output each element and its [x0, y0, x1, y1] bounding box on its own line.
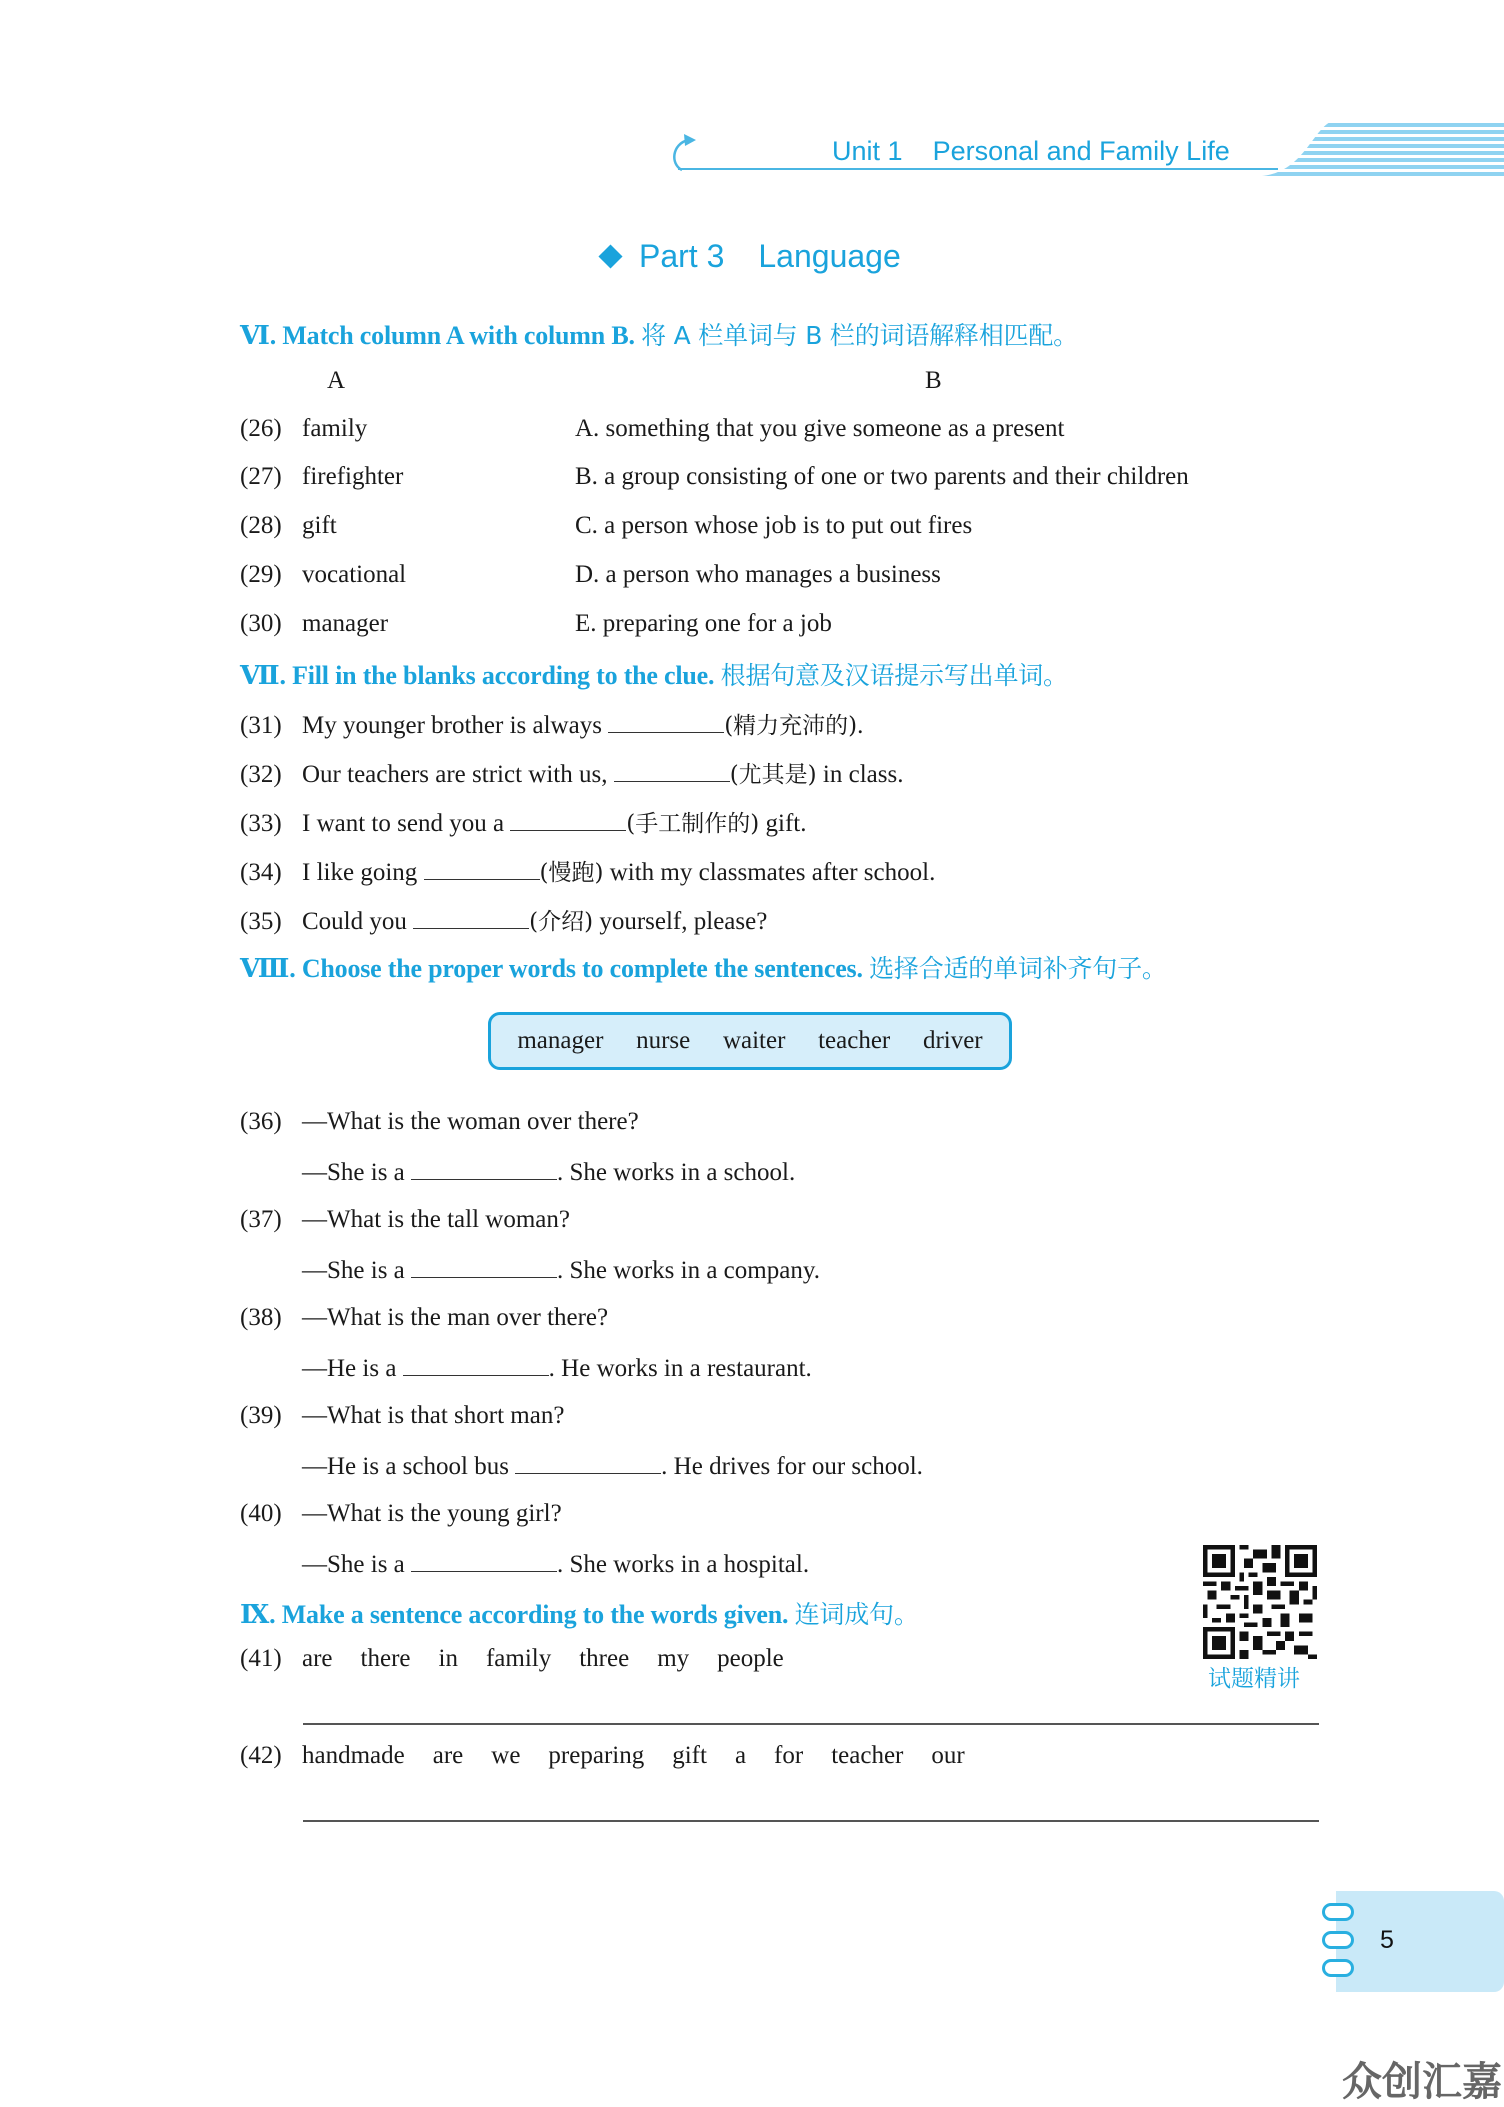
binder-ring-icon: [1322, 1903, 1354, 1921]
word-bank-item: waiter: [722, 1027, 786, 1054]
item-number: (27): [240, 463, 282, 490]
page-number: 5: [1380, 1926, 1394, 1954]
section-numeral: Ⅶ.: [240, 661, 286, 690]
scrambled-word: in: [438, 1645, 458, 1672]
sentence-end: yourself, please?: [593, 908, 768, 935]
sentence-end: in class.: [816, 761, 904, 788]
chinese-clue: (精力充沛的): [724, 713, 858, 739]
watermark: 众创汇嘉: [1342, 2059, 1502, 2105]
scrambled-word: handmade: [302, 1742, 405, 1769]
scrambled-word: we: [491, 1742, 521, 1769]
fill-blank-item: [240, 707, 863, 740]
answer-blank[interactable]: [403, 1353, 549, 1376]
dialogue-question: [240, 1206, 570, 1234]
item-number: (35): [240, 908, 282, 935]
answer-start: —He is a: [302, 1355, 397, 1382]
scrambled-word: for: [774, 1742, 804, 1769]
scrambled-word: preparing: [548, 1742, 645, 1769]
unit-label: Unit 1: [832, 136, 903, 166]
column-b-option: C. a person whose job is to put out fires: [575, 512, 973, 539]
answer-end: . He works in a restaurant.: [548, 1355, 812, 1382]
scrambled-word: are: [432, 1742, 464, 1769]
fill-blank-item: [240, 805, 806, 838]
word-bank-item: manager: [517, 1027, 604, 1054]
section-6-title: [240, 316, 1078, 352]
column-b-header: B: [925, 367, 942, 394]
word-order-item: [240, 1742, 965, 1770]
item-number: (32): [240, 761, 282, 788]
column-a-word: manager: [302, 610, 389, 637]
fill-blank-item: [240, 903, 767, 936]
column-a-header: A: [327, 367, 346, 394]
answer-line[interactable]: [303, 1723, 1319, 1725]
answer-blank[interactable]: [411, 1255, 557, 1278]
sentence-start: Our teachers are strict with us,: [302, 761, 608, 788]
answer-blank[interactable]: [510, 808, 626, 831]
section-numeral: Ⅵ.: [240, 321, 276, 350]
dialogue-answer: [302, 1549, 809, 1579]
dialogue-question: [240, 1108, 639, 1136]
scrambled-word: there: [360, 1645, 411, 1672]
section-title-cn: 根据句意及汉语提示写出单词。: [720, 661, 1068, 690]
answer-blank[interactable]: [413, 906, 529, 929]
section-title-cn: 将 A 栏单词与 B 栏的词语解释相匹配。: [641, 321, 1078, 350]
match-row: [240, 463, 403, 491]
answer-end: . He drives for our school.: [661, 1453, 923, 1480]
binder-ring-icon: [1322, 1931, 1354, 1949]
sentence-end: with my classmates after school.: [603, 859, 936, 886]
section-title-en: Choose the proper words to complete the sentences.: [301, 954, 863, 983]
sentence-end: .: [857, 712, 864, 739]
answer-blank[interactable]: [608, 710, 724, 733]
sentence-start: Could you: [302, 908, 407, 935]
column-a-word: firefighter: [302, 463, 404, 490]
dialogue-answer: [302, 1353, 812, 1383]
part-label: Part 3: [639, 238, 725, 274]
scrambled-word: people: [717, 1645, 784, 1672]
column-b-option: A. something that you give someone as a present: [575, 415, 1065, 442]
fill-blank-item: [240, 854, 935, 887]
scrambled-word: are: [302, 1645, 333, 1672]
dialogue-question: [240, 1500, 562, 1528]
answer-blank[interactable]: [515, 1451, 661, 1474]
match-row: [240, 561, 406, 589]
word-bank-item: driver: [922, 1027, 983, 1054]
dialogue-answer: [302, 1255, 820, 1285]
header-stripes-decoration: [1262, 122, 1504, 176]
word-bank-item: teacher: [818, 1027, 891, 1054]
column-b-option: D. a person who manages a business: [575, 561, 941, 588]
section-7-title: [240, 656, 1068, 692]
answer-blank[interactable]: [424, 857, 540, 880]
answer-line[interactable]: [303, 1820, 1319, 1822]
item-number: (28): [240, 512, 282, 539]
section-8-title: [240, 949, 1167, 985]
item-number: (36): [240, 1108, 282, 1135]
qr-code-icon[interactable]: [1203, 1545, 1317, 1659]
column-b-option: E. preparing one for a job: [575, 610, 832, 637]
item-number: (30): [240, 610, 282, 637]
item-number: (42): [240, 1742, 282, 1769]
section-title-cn: 连词成句。: [794, 1600, 919, 1629]
section-numeral: Ⅷ.: [240, 954, 296, 983]
answer-start: —She is a: [302, 1551, 405, 1578]
answer-blank[interactable]: [614, 759, 730, 782]
item-number: (41): [240, 1645, 282, 1672]
answer-start: —She is a: [302, 1257, 405, 1284]
header-rule: [678, 168, 1278, 170]
dialogue-question: [240, 1304, 608, 1332]
answer-end: . She works in a school.: [557, 1159, 796, 1186]
chinese-clue: (慢跑): [539, 860, 604, 886]
scrambled-word: a: [734, 1742, 747, 1769]
match-row: [240, 512, 337, 540]
question-text: —What is that short man?: [302, 1402, 565, 1429]
word-bank: [488, 1012, 1012, 1070]
answer-blank[interactable]: [411, 1157, 557, 1180]
answer-start: —She is a: [302, 1159, 405, 1186]
match-row: [240, 415, 367, 443]
qr-caption: 试题精讲: [1208, 1666, 1300, 1692]
column-a-word: vocational: [302, 561, 407, 588]
unit-header: [832, 136, 1230, 167]
item-number: (26): [240, 415, 282, 442]
word-order-item: [240, 1645, 784, 1673]
item-number: (37): [240, 1206, 282, 1233]
question-text: —What is the tall woman?: [302, 1206, 570, 1233]
scrambled-word: our: [931, 1742, 965, 1769]
diamond-icon: [598, 244, 622, 268]
section-9-title: [240, 1595, 919, 1631]
binder-ring-icon: [1322, 1959, 1354, 1977]
dialogue-question: [240, 1402, 564, 1430]
word-bank-item: nurse: [636, 1027, 691, 1054]
item-number: (29): [240, 561, 282, 588]
sentence-start: My younger brother is always: [302, 712, 602, 739]
chinese-clue: (尤其是): [729, 762, 817, 788]
answer-end: . She works in a hospital.: [557, 1551, 810, 1578]
answer-blank[interactable]: [411, 1549, 557, 1572]
item-number: (40): [240, 1500, 282, 1527]
column-a-word: family: [302, 415, 368, 442]
part-title: [598, 238, 901, 275]
item-number: (34): [240, 859, 282, 886]
page-number-tab: [1336, 1891, 1504, 1992]
item-number: (31): [240, 712, 282, 739]
answer-end: . She works in a company.: [557, 1257, 820, 1284]
section-numeral: Ⅸ.: [240, 1600, 276, 1629]
question-text: —What is the woman over there?: [302, 1108, 639, 1135]
answer-start: —He is a school bus: [302, 1453, 509, 1480]
dialogue-answer: [302, 1157, 795, 1187]
question-text: —What is the man over there?: [302, 1304, 609, 1331]
item-number: (33): [240, 810, 282, 837]
sentence-start: I like going: [302, 859, 418, 886]
scrambled-word: my: [657, 1645, 690, 1672]
scrambled-word: three: [579, 1645, 630, 1672]
section-title-en: Fill in the blanks according to the clue.: [292, 661, 715, 690]
item-number: (39): [240, 1402, 282, 1429]
scrambled-word: gift: [672, 1742, 707, 1769]
dialogue-answer: [302, 1451, 923, 1481]
fill-blank-item: [240, 756, 903, 789]
item-number: (38): [240, 1304, 282, 1331]
chinese-clue: (手工制作的): [626, 811, 760, 837]
chinese-clue: (介绍): [529, 909, 594, 935]
section-title-cn: 选择合适的单词补齐句子。: [869, 954, 1167, 983]
question-text: —What is the young girl?: [302, 1500, 562, 1527]
scrambled-word: family: [485, 1645, 552, 1672]
section-title-en: Match column A with column B.: [282, 321, 635, 350]
part-name: Language: [758, 238, 901, 274]
sentence-end: gift.: [759, 810, 807, 837]
unit-title: Personal and Family Life: [932, 136, 1230, 166]
column-a-word: gift: [302, 512, 337, 539]
column-b-option: B. a group consisting of one or two parents and their children: [575, 463, 1189, 490]
match-row: [240, 610, 388, 638]
section-title-en: Make a sentence according to the words given.: [281, 1600, 789, 1629]
sentence-start: I want to send you a: [302, 810, 505, 837]
scrambled-word: teacher: [831, 1742, 904, 1769]
